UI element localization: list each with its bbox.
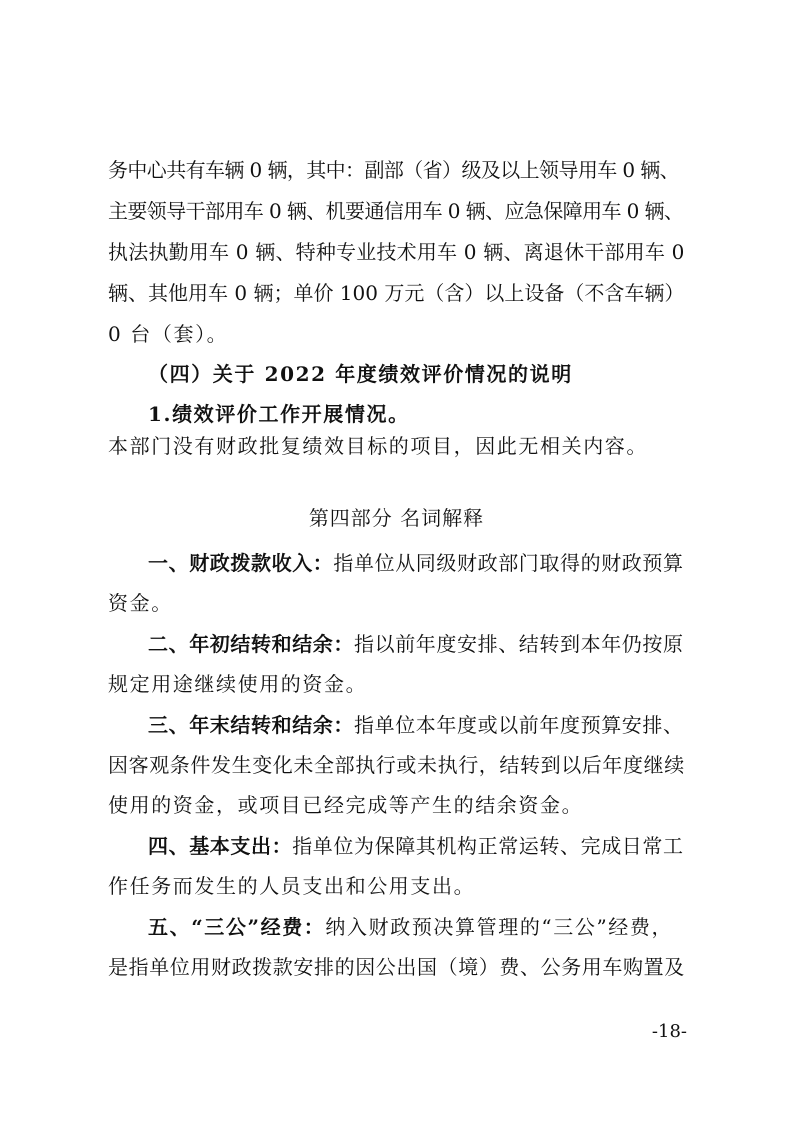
- term-label: 五、“三公”经费：: [148, 915, 326, 939]
- term-continuation: 使用的资金，或项目已经完成等产生的结余资金。: [108, 793, 584, 817]
- term-continuation: 规定用途继续使用的资金。: [108, 672, 368, 696]
- term-definition: 纳入财政预决算管理的“三公”经费，: [325, 915, 674, 939]
- term-label: 一、财政拨款收入：: [148, 551, 334, 575]
- term-continuation: 资金。: [108, 591, 173, 615]
- paragraph-line: 执法执勤用车 0 辆、特种专业技术用车 0 辆、离退休干部用车 0: [108, 240, 685, 264]
- term-continuation: 因客观条件发生变化未全部执行或未执行，结转到以后年度继续: [108, 753, 685, 777]
- subsection-heading: 1.绩效评价工作开展情况。: [148, 402, 410, 426]
- term-label: 二、年初结转和结余：: [148, 632, 354, 656]
- term-line: [148, 624, 684, 664]
- page-number: -18-: [651, 1021, 687, 1042]
- term-line: [148, 543, 684, 583]
- term-definition: 指以前年度安排、结转到本年仍按原: [354, 632, 684, 656]
- paragraph-line: 主要领导干部用车 0 辆、机要通信用车 0 辆、应急保障用车 0 辆、: [108, 199, 684, 223]
- paragraph-line: 辆、其他用车 0 辆；单价 100 万元（含）以上设备（不含车辆）: [108, 281, 685, 305]
- section-heading: （四）关于 2022 年度绩效评价情况的说明: [148, 362, 573, 386]
- paragraph-line: 本部门没有财政批复绩效目标的项目，因此无相关内容。: [108, 434, 648, 458]
- term-line: [148, 705, 684, 745]
- term-definition: 指单位本年度或以前年度预算安排、: [354, 713, 684, 737]
- paragraph-line: 务中心共有车辆 0 辆，其中：副部（省）级及以上领导用车 0 辆、: [108, 158, 680, 182]
- part-title: 第四部分 名词解释: [308, 506, 485, 530]
- term-definition: 指单位为保障其机构正常运转、完成日常工: [292, 834, 684, 858]
- term-continuation: 作任务而发生的人员支出和公用支出。: [108, 874, 476, 898]
- paragraph-line: 0 台（套）。: [108, 322, 229, 346]
- term-line: [148, 826, 684, 866]
- term-label: 三、年末结转和结余：: [148, 713, 354, 737]
- term-continuation: 是指单位用财政拨款安排的因公出国（境）费、公务用车购置及: [108, 955, 685, 979]
- term-label: 四、基本支出：: [148, 834, 293, 858]
- term-definition: 指单位从同级财政部门取得的财政预算: [333, 551, 684, 575]
- term-line: [148, 907, 673, 947]
